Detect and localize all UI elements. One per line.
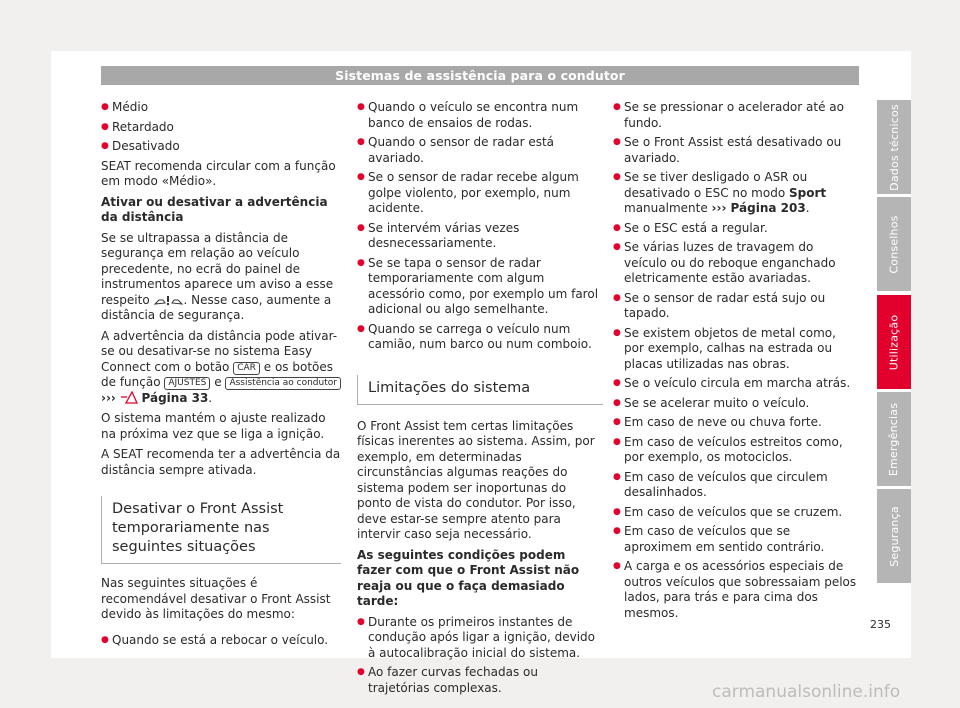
list-item: ● Desativado	[101, 139, 341, 155]
page-reference[interactable]: ››› Página 203	[711, 201, 806, 215]
text: e os botões de função	[101, 359, 333, 389]
list-item: ● Se se tapa o sensor de radar temporariamente com algum acessório como, por exemplo um farol adicional ou algo semelhante.	[357, 256, 603, 318]
list-item: ● Em caso de veículos que circulem desalinhados.	[613, 470, 859, 501]
list-item: ● Médio	[101, 100, 341, 116]
warning-triangle-icon	[120, 391, 138, 404]
paragraph: SEAT recomenda circular com a função em modo «Médio».	[101, 158, 336, 188]
paragraph: Nas seguintes situações é recomendável desativar o Front Assist devido às limitações do mesmo:	[101, 576, 331, 621]
list-item: ● Quando se está a rebocar o veículo.	[101, 633, 341, 649]
paragraph: O sistema mantém o ajuste realizado na próxima vez que se liga a ignição.	[101, 411, 326, 441]
page-header: Sistemas de assistência para o condutor	[101, 66, 859, 85]
list-item: ● Em caso de veículos que se cruzem.	[613, 505, 859, 521]
list-item: ● Se se pressionar o acelerador até ao fundo.	[613, 100, 859, 131]
ajustes-key: AJUSTES	[164, 377, 210, 390]
list-item: ● Em caso de veículos que se aproximem em sentido contrário.	[613, 524, 859, 555]
section-title: Limitações do sistema	[357, 375, 603, 405]
text: . Nesse caso, aumente a distância de segurança.	[101, 292, 332, 322]
tab-dados-tecnicos[interactable]: Dados técnicos	[877, 100, 911, 194]
column-1	[101, 100, 341, 652]
list-item: ● Se o veículo circula em marcha atrás.	[613, 376, 859, 392]
list-item: ● Quando o veículo se encontra num banco de ensaios de rodas.	[357, 100, 603, 131]
list-item: ● Se várias luzes de travagem do veículo ou do reboque enganchado eletricamente estão avariadas.	[613, 240, 859, 287]
list-item: ● Em caso de neve ou chuva forte.	[613, 415, 859, 431]
column-3	[613, 100, 859, 625]
list-item: ● A carga e os acessórios especiais de outros veículos que sobressaiam pelos lados, para trás e para cima dos mesmos.	[613, 559, 859, 621]
reference-arrows: ›››	[101, 390, 116, 405]
text: .	[208, 390, 213, 405]
list-item: ● Se o sensor de radar está sujo ou tapado.	[613, 291, 859, 322]
paragraph: O Front Assist tem certas limitações físicas inerentes ao sistema. Assim, por exemplo, em determinadas circunstâncias algumas reações do sistema podem ser inoportunas do ponto de vista do condutor. Por isso, deve estar-se sempre atento para intervir caso seja necessário.	[357, 418, 595, 541]
list-item: ● Se o Front Assist está desativado ou avariado.	[613, 135, 859, 166]
list-item: ● Se intervém várias vezes desnecessariamente.	[357, 221, 603, 252]
paragraph	[101, 231, 341, 324]
car-key: CAR	[233, 362, 260, 375]
watermark: carmanualsonline.info	[712, 682, 901, 702]
list-item: ● Se o sensor de radar recebe algum golpe violento, por exemplo, num acidente.	[357, 170, 603, 217]
distance-warning-icon	[154, 295, 184, 306]
tab-seguranca[interactable]: Segurança	[877, 489, 911, 583]
list-item: ● Se existem objetos de metal como, por exemplo, calhas na estrada ou placas utilizadas nas obras.	[613, 326, 859, 373]
list-item: ● Retardado	[101, 120, 341, 136]
paragraph	[101, 329, 341, 407]
subheading: As seguintes condições podem fazer com que o Front Assist não reaja ou que o faça demasiado tarde:	[357, 547, 580, 608]
sport-mode-label: Sport	[789, 185, 827, 200]
list-item: ● Quando o sensor de radar está avariado.	[357, 135, 603, 166]
list-item: ● Se se tiver desligado o ASR ou desativado o ESC no modo Sport manualmente ››› Página 203.	[613, 170, 859, 217]
tab-utilizacao[interactable]: Utilização	[877, 295, 911, 389]
list-item: ● Quando se carrega o veículo num camião, num barco ou num comboio.	[357, 322, 603, 353]
text: A advertência da distância pode ativar-se ou desativar-se no sistema Easy Connect com o botão	[101, 328, 338, 374]
list-item: ● Durante os primeiros instantes de condução após ligar a ignição, devido à autocalibração inicial do sistema.	[357, 615, 603, 662]
list-item: ● Se o ESC está a regular.	[613, 221, 859, 237]
text: e	[214, 375, 222, 389]
paragraph: A SEAT recomenda ter a advertência da distância sempre ativada.	[101, 447, 341, 477]
assistencia-key: Assistência ao condutor	[225, 377, 341, 390]
list-item: ● Se se acelerar muito o veículo.	[613, 396, 859, 412]
text: Se se ultrapassa a distância de segurança em relação ao veículo precedente, no ecrã do painel de instrumentos aparece um aviso a esse respeito	[101, 230, 334, 307]
page-reference[interactable]: Página 33	[141, 390, 209, 405]
list-item: ● Em caso de veículos estreitos como, por exemplo, os motociclos.	[613, 435, 859, 466]
tab-conselhos[interactable]: Conselhos	[877, 197, 911, 291]
column-2	[357, 100, 603, 700]
page-number: 235	[870, 618, 891, 631]
list-item: ● Ao fazer curvas fechadas ou trajetórias complexas.	[357, 665, 603, 696]
tab-emergencias[interactable]: Emergências	[877, 392, 911, 486]
section-title: Desativar o Front Assist temporariamente nas seguintes situações	[101, 496, 341, 564]
subheading: Ativar ou desativar a advertência da distância	[101, 194, 328, 224]
